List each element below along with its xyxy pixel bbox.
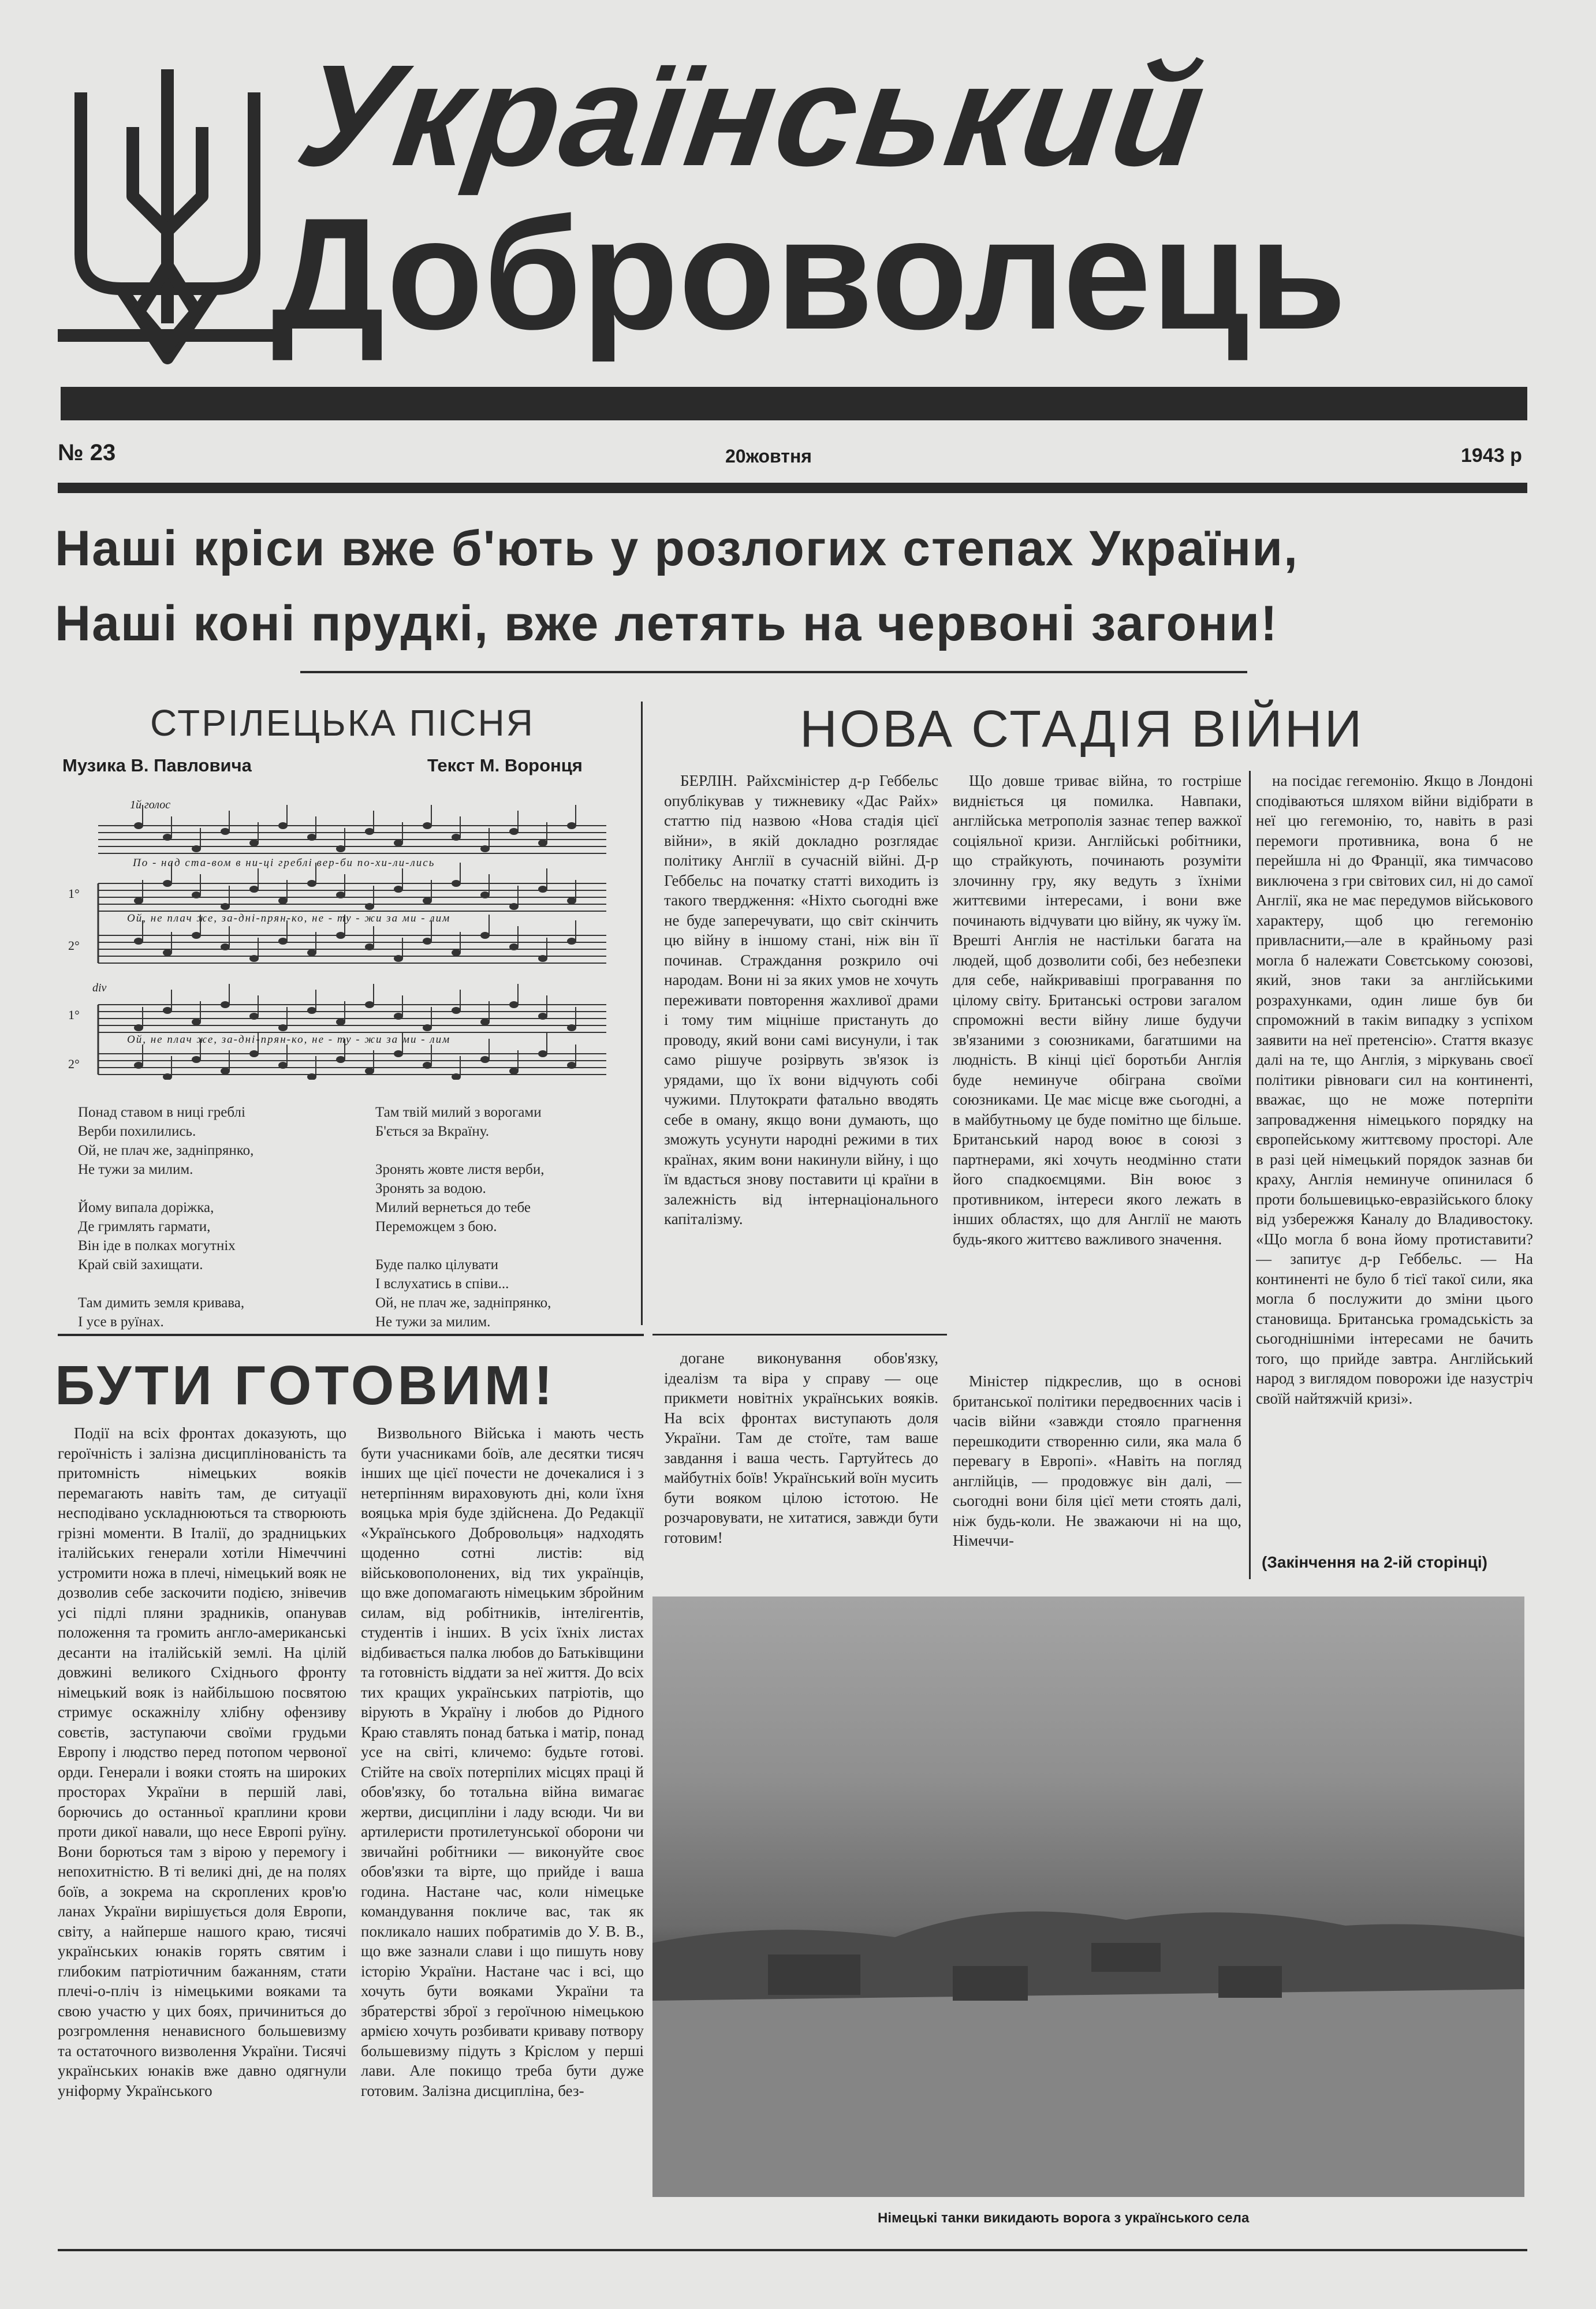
score-note — [365, 1001, 374, 1008]
score-note — [307, 834, 316, 841]
song-verses-left: Понад ставом в ниці греблі Верби похилились. Ой, не плач же, задніпрянко, Не тужи за милим. Йому випала доріжка, Де гримлять гармати, Він іде в полках могутніх Край свій захищати. Там димить земля кривава, І усе в руїнах. — [78, 1105, 254, 1330]
score-note — [163, 880, 172, 887]
score-note — [336, 1056, 345, 1063]
score-note — [249, 1050, 259, 1057]
song-music-credit: Музика В. Павловича — [62, 755, 252, 775]
score-note — [134, 1062, 143, 1069]
issue-date: 20жовтня — [725, 446, 812, 467]
score-note — [221, 1001, 230, 1008]
score-note — [307, 1007, 316, 1014]
trident-emblem — [58, 58, 277, 370]
score-note — [423, 938, 432, 945]
song-text-credit: Текст М. Воронця — [427, 755, 583, 775]
score-note — [336, 891, 345, 898]
ready-article-col2: Визвольного Війська і мають честь бути учасниками боїв, але десятки тисяч інших ще цієї почести не дочекалися і з нетерпінням вираховують дні, коли їхня вояцька мрія буде здійснена. До Редакції «Українського Добровольця» надходять щоденно сотні листів: від військовополонених, від тих українців, що вже допомагають німецьким збройним силам, від робітників, інтелігентів, студентів і інших. В усіх їхніх листах відбивається палка любов до Батьківщини та готовність віддати за неї життя. До всіх тих кращих українських патріотів, що вірують в Україну і любов до Рідного Краю ставлять понад батька і матір, понад усе на світі, кличемо: будьте готові. Стійте на своїх потерпілих місцях праці й обов'язку, бо тотальна війна вимагає жертви, дисципліни і ладу всюди. Чи ви артилеристи протилетунської оборони чи звичайні робітники — виконуйте своє обов'язки та вірте, що прийде і ваша година. Настане час, коли німецьке командування покличе вас, так як покликало наших побратимів до У. В. В., що вже зазнали слави і що пишуть нову історію України. Настане час і всі, що хочуть бути вояками України та збратерстві зброї з героїчною німецькою армією хочуть розбивати криваву потвору большевизму підуть з Кріслом у перші лави. Але покищо треба бути дуже готовим. Залізна дисципліна, без- — [361, 1424, 644, 2099]
score-mark-voice1-b: 1° — [68, 1008, 80, 1022]
song-vertical-rule — [641, 702, 643, 1325]
main-article-col2-cont: Міністер підкреслив, що в основі британської політики передвоєнних часів і часів війни «завжди стояло прагнення перешкодити створенню сили, яка мала б перевагу в Европі». «Навіть на погляд англійців, — продовжує він далі, — сьогодні вони біля цієї мети стоять далі, ніж будь-коли. Не зважаючи ні на що, Німеччи- — [953, 1372, 1241, 1549]
score-note — [509, 903, 519, 910]
score-note — [221, 943, 230, 950]
tanks-photo — [652, 1596, 1524, 2197]
score-note — [394, 840, 403, 846]
photo-caption: Німецькі танки викидають ворога з українського села — [878, 2210, 1250, 2226]
masthead-title-line1: Український — [289, 35, 1216, 196]
score-note — [423, 1024, 432, 1031]
score-note — [134, 1024, 143, 1031]
score-note — [509, 943, 519, 950]
score-note — [509, 1068, 519, 1075]
issue-number: № 23 — [58, 440, 116, 465]
score-mark-voice1-a: 1° — [68, 886, 80, 901]
main-article-col1: БЕРЛІН. Райхсміністер д-р Геббельс опублікував у тижневику «Дас Райх» статтю під назвою «Нова стадія цієї війни», в якій докладно розглядає політику Англії в сучасній війні. Д-р Геббельс на початку статті виходить із такого твердження: «Ніхто сьогодні вже не буде заперечувати, що світ скінчить цю війну в іншому стані, ніж він її починав. Страждання розкрило очі народам. Вони ні за яких умов не хочуть переживати повторення жахливої драми і тому тим міцніше пристануть до проводу, який вони самі висунули, і так само рішуче розірвуть зв'язок із урядами, що їх вони відчують собі чужими. Плутократи фатально вводять себе в оману, якщо вони думають, що зможуть усунути народні режими в тих країнах, яким вони накинули війну, і що їм вдасться знову поставити ці країни в залежність від інтернаціонального капіталізму. — [664, 772, 938, 1228]
score-lyrics-2: Ой, не плач же, за-дні-прян-ко, не - ту - жи за ми - лим — [127, 912, 451, 924]
headline-line2: Наші коні прудкі, вже летять на червоні загони! — [55, 596, 1278, 651]
score-mark-div: div — [92, 982, 107, 994]
score-note — [278, 1024, 288, 1031]
main-article-col2: Що довше триває війна, то гостріше видніється ця помилка. Навпаки, англійська метрополія зазнає тепер важкої соціяльної кризи. Англійські робітники, що страйкують, починають розуміти злочинну гру, яку ведуть з їхніми життєвими інтересами, і вони вже починають відчувати цю війну, як чужу їм. Врешті Англія не настільки багата на людей, щоб дозволити собі, без небезпеки для себе, найкривавіші програвання по цілому світу. Британські острови загалом спроможні вести війну лише будучи зв'язаними з союзниками, багатшими на людність. В кінці цієї боротьби Англія буде неминуче обіграна своїми союзниками. Це має місце вже сьогодні, а в майбутньому це буде помітно ще більше. Британський народ воює в союзі з партнерами, які хочуть неодмінно стати його спадкоємцями. Він воює з противником, інтереси якого лежать в інших областях, що для Англії не мають будь-якого життєво важливого значення. — [953, 772, 1241, 1248]
score-note — [278, 897, 288, 904]
score-note — [452, 1007, 461, 1014]
score-note — [567, 1024, 576, 1031]
staff-1 — [98, 826, 606, 853]
score-note — [336, 1019, 345, 1025]
masthead-title-line2: Доброволець — [271, 185, 1347, 363]
score-note — [509, 828, 519, 835]
score-note — [134, 897, 143, 904]
score-note — [538, 1050, 547, 1057]
score-note — [567, 1062, 576, 1069]
main-article-title: НОВА СТАДІЯ ВІЙНИ — [800, 700, 1364, 758]
masthead-thick-rule — [61, 387, 1527, 420]
score-note — [480, 891, 490, 898]
score-note — [163, 834, 172, 841]
score-note — [192, 891, 201, 898]
score-lyrics-3: Ой, не плач же, за-дні-прян-ко, не - ту - жи за ми - лим — [127, 1034, 451, 1046]
score-note — [249, 1013, 259, 1020]
score-note — [192, 932, 201, 939]
page-bottom-rule — [58, 2249, 1527, 2251]
section-divider — [300, 671, 1247, 673]
main-article-col3: на посідає гегемонію. Якщо в Лондоні сподіваються шляхом війни відібрати в неї цю гегемонію, то, навіть в разі перемоги противника, вона б не перейшла ні до Франції, яка тимчасово виключена з гри світових сил, ні до самої Англії, яка не має передумов військового характеру, щоб цю гегемонію привласнити,—але в крайньому разі могла б належати Совєтському союзові, який, знов таки за англійськими розрахунками, один лише був би спроможний в такім випадку з успіхом заявити на неї претенсію». Стаття вказує далі на те, що Англія, з міркувань своєї політики рівноваги сил на континенті, вважає, що не може потерпіти запровадження німецького порядку на європейському життєвому просторі. Але в разі цей німецький порядок зазнав би краху, Англія неминуче опинилася б проти большевицько-евразійського блоку від узбережжя Каналу до Владивостоку. «Що могла б вона йому протиставити? — запитує д-р Геббельс. — На континенті не було б тієї такої сили, яка могла б послужити до зміни цього становища. Британська громадськість за сьогоднішніми інтересами не бачить того, що прийде завтра. Англійський народ з виглядом поворожи іде назустріч своїй найтяжчій кризі». — [1256, 772, 1533, 1407]
score-note — [221, 903, 230, 910]
score-note — [480, 1056, 490, 1063]
score-note — [249, 840, 259, 846]
score-note — [249, 955, 259, 962]
score-note — [278, 822, 288, 829]
score-note — [538, 840, 547, 846]
score-mark-first-voice: 1й голос — [130, 799, 171, 811]
score-note — [221, 828, 230, 835]
score-note — [423, 897, 432, 904]
score-note — [134, 822, 143, 829]
score-note — [307, 949, 316, 956]
score-note — [452, 949, 461, 956]
score-mark-voice2-b: 2° — [68, 1057, 80, 1071]
score-note — [567, 897, 576, 904]
score-note — [307, 880, 316, 887]
ready-article-col1: Події на всіх фронтах доказують, що героїчність і залізна дисциплінованість та притомність німецьких вояків перемагають навіть там, де ситуації несподівано ускладнюються та створюють грізні моменти. В Італії, до зрадницьких італійських генерали хотіли Німеччині устромити ножа в плечі, німецький вояк не дозволив себе заскочити подією, знівечив усі підлі пляни зрадників, опанував положення та громить англо-американські десанти на італійській землі. На цілій довжині великого Східнього фронту німецький вояк із найбільшою посвятою стримує оскажнілу хлібну офензиву совєтів, заступаючи своїми грудьми Европу і людство перед потопом червоної орди. Генерали і вояки стоять на широких просторах України в першій лаві, борючись до останньої краплини крови проти дикої навали, що несе Европі руїну. Вони борються там з вірою у перемогу і непохитністю. В ті великі дні, де на полях боїв, а зокрема на скроплених кров'ю ланах України вирішується доля Европи, світу, а найперше нашого краю, тисячі українських юнаків горять святим і глибоким патріотичним бажанням, стати плечі-о-пліч із німецькими вояками та свою участю у цих боях, причиниться до розгромлення ненависного большевизму та остаточного визволення України. Тисячі українських юнаків вже давно одягнули уніформу Українського — [58, 1424, 346, 2099]
continuation-note: (Закінчення на 2-ій сторінці) — [1262, 1553, 1487, 1571]
score-note — [192, 1056, 201, 1063]
headline-line1: Наші кріси вже б'ють у розлогих степах України, — [55, 521, 1299, 576]
score-note — [365, 828, 374, 835]
masthead-thin-rule — [58, 483, 1527, 493]
score-note — [192, 845, 201, 852]
song-verses-right: Там твій милий з ворогами Б'ється за Вкраїну. Зронять жовте листя верби, Зронять за водою. Милий вернеться до тебе Переможцем з бою. Буде палко цілувати І вслухатись в співи... Ой, не плач же, задніпрянко, Не тужи за милим. — [375, 1105, 551, 1330]
score-note — [163, 1007, 172, 1014]
score-note — [509, 1001, 519, 1008]
score-note — [538, 886, 547, 893]
score-note — [423, 1062, 432, 1069]
score-note — [365, 903, 374, 910]
issue-year: 1943 р — [1461, 445, 1522, 467]
score-note — [567, 938, 576, 945]
score-note — [480, 932, 490, 939]
score-note — [336, 845, 345, 852]
score-note — [480, 1019, 490, 1025]
score-note — [567, 822, 576, 829]
score-note — [538, 955, 547, 962]
main-col1-bottom-rule — [652, 1334, 947, 1336]
score-note — [278, 1062, 288, 1069]
score-note — [134, 938, 143, 945]
score-note — [394, 955, 403, 962]
score-note — [452, 834, 461, 841]
score-note — [394, 1013, 403, 1020]
ready-article-title: БУТИ ГОТОВИМ! — [55, 1355, 556, 1416]
song-title: СТРІЛЕЦЬКА ПІСНЯ — [150, 702, 535, 744]
score-note — [221, 1068, 230, 1075]
main-article-col1-cont: догане виконування обов'язку, ідеалізм та віра у справу — оце прикмети новітніх українських вояків. На всіх фронтах виступають доля України. Там де стоїте, там ваше завдання і ваша честь. Гартуйтесь до майбутніх боїв! Український воїн мусить бути вояком цілою істотою. Не розчаровувати, не хитатися, завжди бути готовим! — [664, 1349, 938, 1546]
score-note — [365, 943, 374, 950]
score-note — [452, 880, 461, 887]
score-note — [278, 938, 288, 945]
song-bottom-rule — [58, 1334, 644, 1336]
score-note — [249, 886, 259, 893]
main-article-col-rule — [1249, 771, 1251, 1579]
score-note — [394, 1050, 403, 1057]
score-note — [163, 949, 172, 956]
score-note — [423, 822, 432, 829]
score-note — [365, 1068, 374, 1075]
score-note — [538, 1013, 547, 1020]
score-note — [394, 886, 403, 893]
score-mark-voice2-a: 2° — [68, 938, 80, 953]
score-note — [480, 845, 490, 852]
score-note — [192, 1019, 201, 1025]
score-note — [336, 932, 345, 939]
score-lyrics-1: По - над ста-вом в ни-ці греблі вер-би по-хи-ли-лись — [133, 857, 435, 869]
